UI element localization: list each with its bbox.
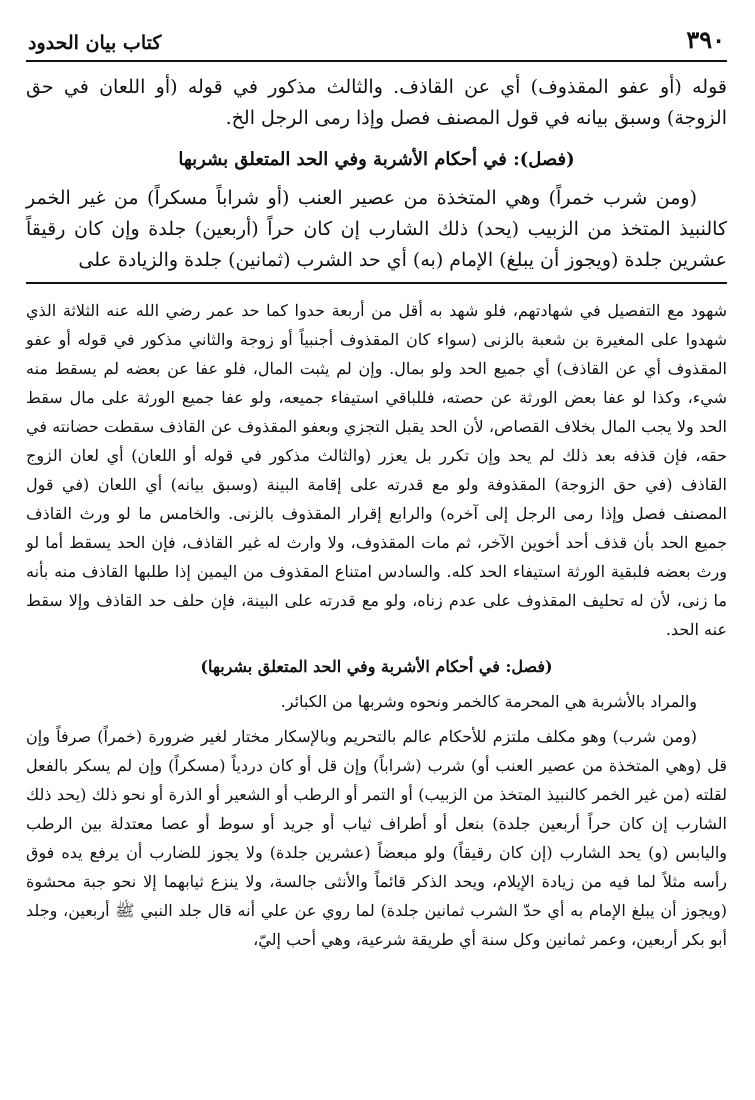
matn-paragraph-1: قوله (أو عفو المقذوف) أي عن القاذف. والثالث مذكور في قوله (أو اللعان في حق الزوجة) وسبق بيانه في قول المصنف فصل وإذا رمى الرجل الخ. (26, 76, 727, 129)
matn-paragraph-2: (ومن شرب خمراً) وهي المتخذة من عصير العنب (أو شراباً مسكراً) من غير الخمر كالنبيذ المتخذ من الزبيب (يحد) ذلك الشارب إن كان حراً (أربعين) جلدة وإن كان رقيقاً عشرين جلدة (ويجوز أن يبلغ) الإمام (به) أي حد الشرب (ثمانين) جلدة والزيادة على (26, 187, 727, 271)
commentary-paragraph-3: (ومن شرب) وهو مكلف ملتزم للأحكام عالم بالتحريم وبالإسكار مختار لغير ضرورة (خمراً) صرفاً وإن قل (وهي المتخذة من عصير العنب أو) شرب (شراباً) وإن قل أو كان دردياً (مسكراً) وإن لم يسكر بالفعل لقلته (من غير الخمر كالنبيذ المتخذ من الزبيب) أو التمر أو الرطب أو الشعير أو الذرة أو نحو ذلك (يحد ذلك الشارب إن كان حراً أربعين جلدة) بنعل أو أطراف ثياب أو جريد أو سوط أو عصا معتدلة بين الرطب واليابس (و) يحد الشارب (إن كان رقيقاً) ولو مبعضاً (عشرين جلدة) ولا يجوز للضارب أن يرفع يده فوق رأسه مثلاً لما فيه من زيادة الإيلام، ويحد الذكر قائماً والأنثى جالسة، ولا ينزع ثيابهما إلا نحو جبة محشوة (ويجوز أن يبلغ الإمام به أي حدّ الشرب ثمانين جلدة) لما روي عن علي أنه قال جلد النبي ﷺ أربعين، وجلد أبو بكر أربعين، وعمر ثمانين وكل سنة أي طريقة شرعية، وهي أحب إليّ، (26, 727, 728, 949)
running-title: كتاب بيان الحدود (28, 32, 162, 54)
commentary-section (26, 296, 727, 954)
commentary-paragraph-1: شهود مع التفصيل في شهادتهم، فلو شهد به أقل من أربعة حدوا كما حد عمر رضي الله عنه الثلاثة الذي شهدوا على المغيرة بن شعبة بالزنى (سواء كان المقذوف أجنبياً أو زوجة والثاني مذكور في قوله أو عفو المقذوف أي عن القاذف) أي جميع الحد ولو بمال. وإن لم يثبت المال، فلو عفا عن بعضه لم يسقط منه شيء، وكذا لو عفا بعض الورثة عن حصته، فللباقي استيفاء جميعه، ولو عفا جميع الورثة على مال سقط الحد ولا يجب المال بخلاف القصاص، لأن الحد يقبل التجزي وبعفو المقذوف عن القاذف سقطت حضانته في حقه، فإن قذفه بعد ذلك لم يحد وإن تكرر بل يعزر (والثالث مذكور في قوله أو اللعان) أي لعان الزوج القاذف (في حق الزوجة) المقذوفة ولو مع قدرته على إقامة البينة (وسبق بيانه) أي اللعان (في قول المصنف فصل وإذا رمى الرجل إلى آخره) والرابع إقرار المقذوف بالزنى. والخامس ما لو ورث القاذف جميع الحد بأن قذف أحد أخوين الآخر، ثم مات المقذوف، ولا وارث له غير القاذف، فإن الحد يسقط أما لو ورث بعضه فلبقية الورثة استيفاء الحد كله. والسادس امتناع المقذوف من اليمين إذا طلبها القاذف منه بأنه ما زنى، لأن له تحليف المقذوف على عدم زناه، ولو مع قدرته على البينة، فإن حلف حد القاذف وإلا سقط عنه الحد. (26, 301, 728, 639)
matn-section-heading: (فصل): في أحكام الأشربة وفي الحد المتعلق بشربها (178, 149, 575, 170)
page-number: ٣٩٠ (686, 25, 725, 54)
page-header (26, 0, 727, 62)
matn-commentary-divider (26, 282, 727, 284)
matn-section (26, 72, 727, 276)
commentary-section-heading: (فصل: في أحكام الأشربة وفي الحد المتعلق بشربها) (200, 657, 553, 676)
commentary-paragraph-2: والمراد بالأشربة هي المحرمة كالخمر ونحوه وشربها من الكبائر. (280, 692, 697, 711)
